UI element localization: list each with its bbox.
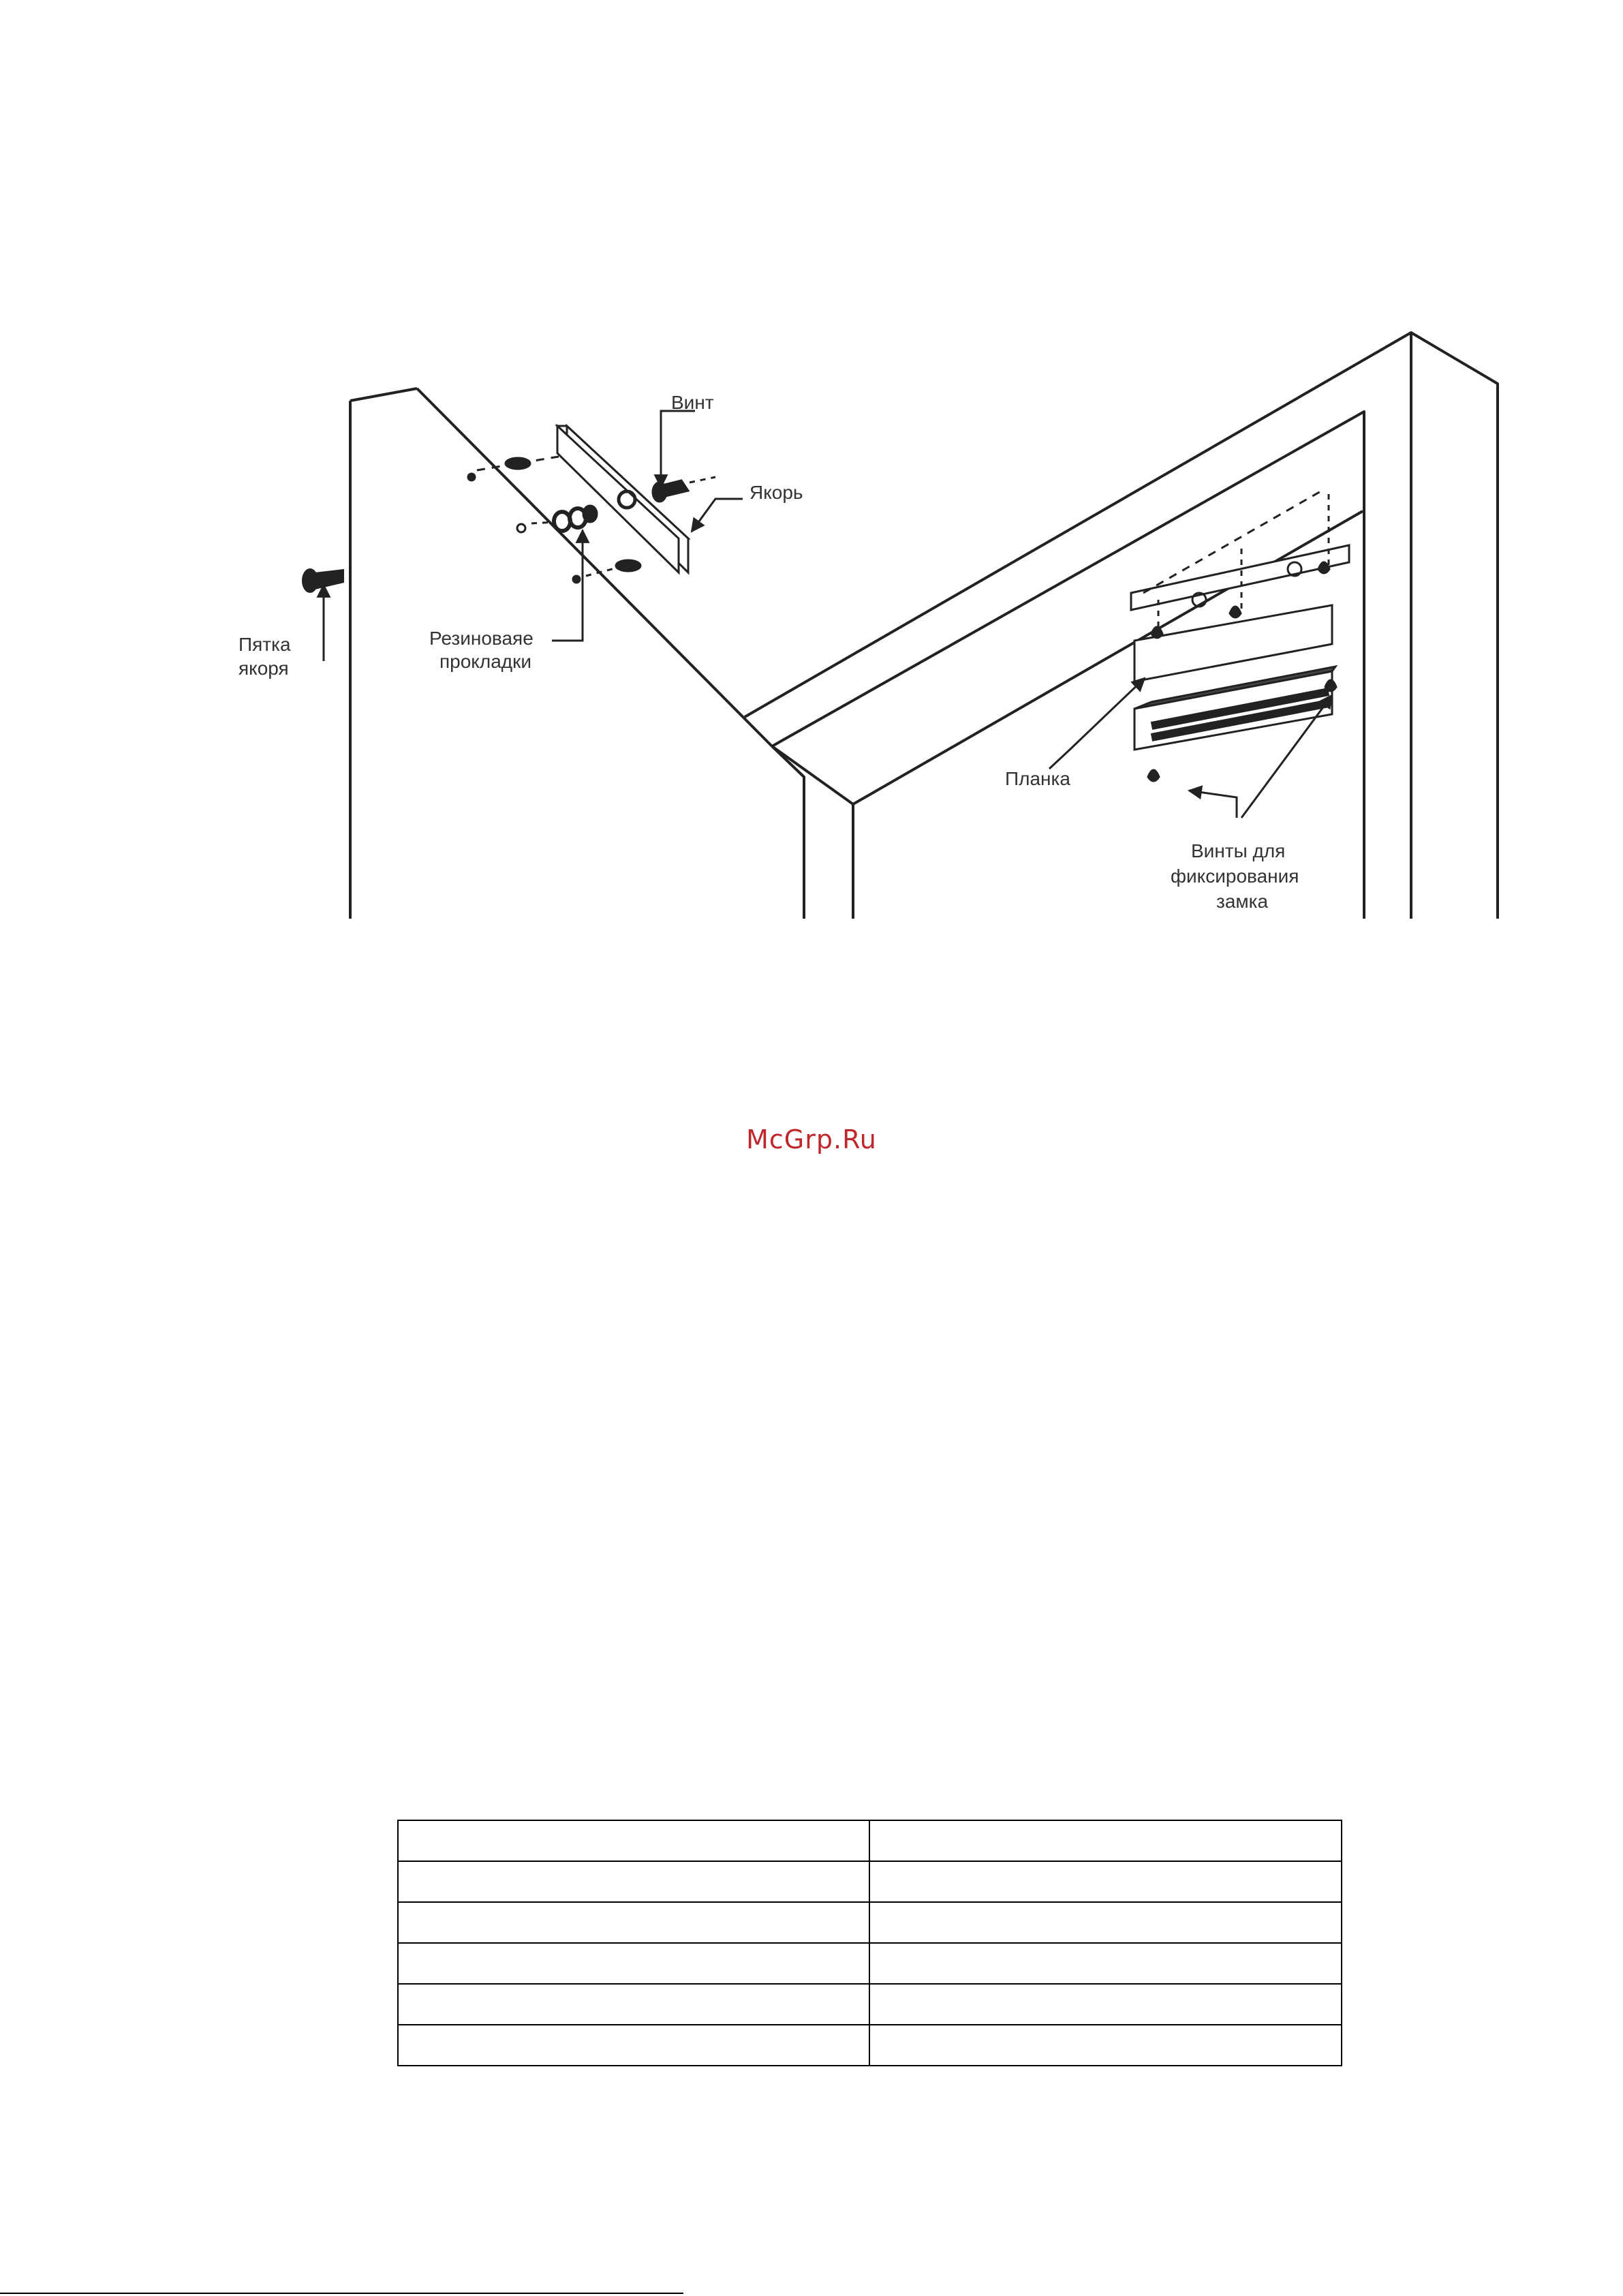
label-anchor-heel-2: якоря	[238, 658, 289, 679]
label-plate: Планка	[1005, 768, 1070, 789]
table-row	[398, 1820, 1342, 1861]
label-rubber-2: прокладки	[439, 651, 532, 672]
empty-table	[397, 1820, 1342, 2066]
label-fix-3: замка	[1216, 891, 1269, 912]
table-cell	[869, 2025, 1342, 2066]
table-cell	[869, 1984, 1342, 2025]
label-rubber-1: Резиноваяе	[429, 628, 534, 649]
lock-body	[1131, 491, 1349, 781]
table-cell	[869, 1943, 1342, 1984]
door-installation-diagram	[0, 0, 1623, 927]
table-row	[398, 1861, 1342, 1902]
label-anchor-heel-1: Пятка	[238, 634, 291, 655]
table-cell	[398, 1943, 869, 1984]
label-fix-1: Винты для	[1191, 840, 1286, 861]
table-cell	[869, 1902, 1342, 1943]
table-cell	[869, 1861, 1342, 1902]
table-row	[398, 1943, 1342, 1984]
table-cell	[398, 1861, 869, 1902]
label-fix-2: фиксирования	[1171, 866, 1299, 887]
table-cell	[398, 1984, 869, 2025]
table-cell	[398, 2025, 869, 2066]
table-cell	[869, 1820, 1342, 1861]
table-row	[398, 1984, 1342, 2025]
label-anchor: Якорь	[749, 482, 803, 503]
label-screw: Винт	[671, 392, 714, 413]
table-row	[398, 2025, 1342, 2066]
watermark: McGrp.Ru	[746, 1124, 877, 1154]
table-cell	[398, 1820, 869, 1861]
table-cell	[398, 1902, 869, 1943]
footnote-separator	[0, 2293, 683, 2294]
table-row	[398, 1902, 1342, 1943]
